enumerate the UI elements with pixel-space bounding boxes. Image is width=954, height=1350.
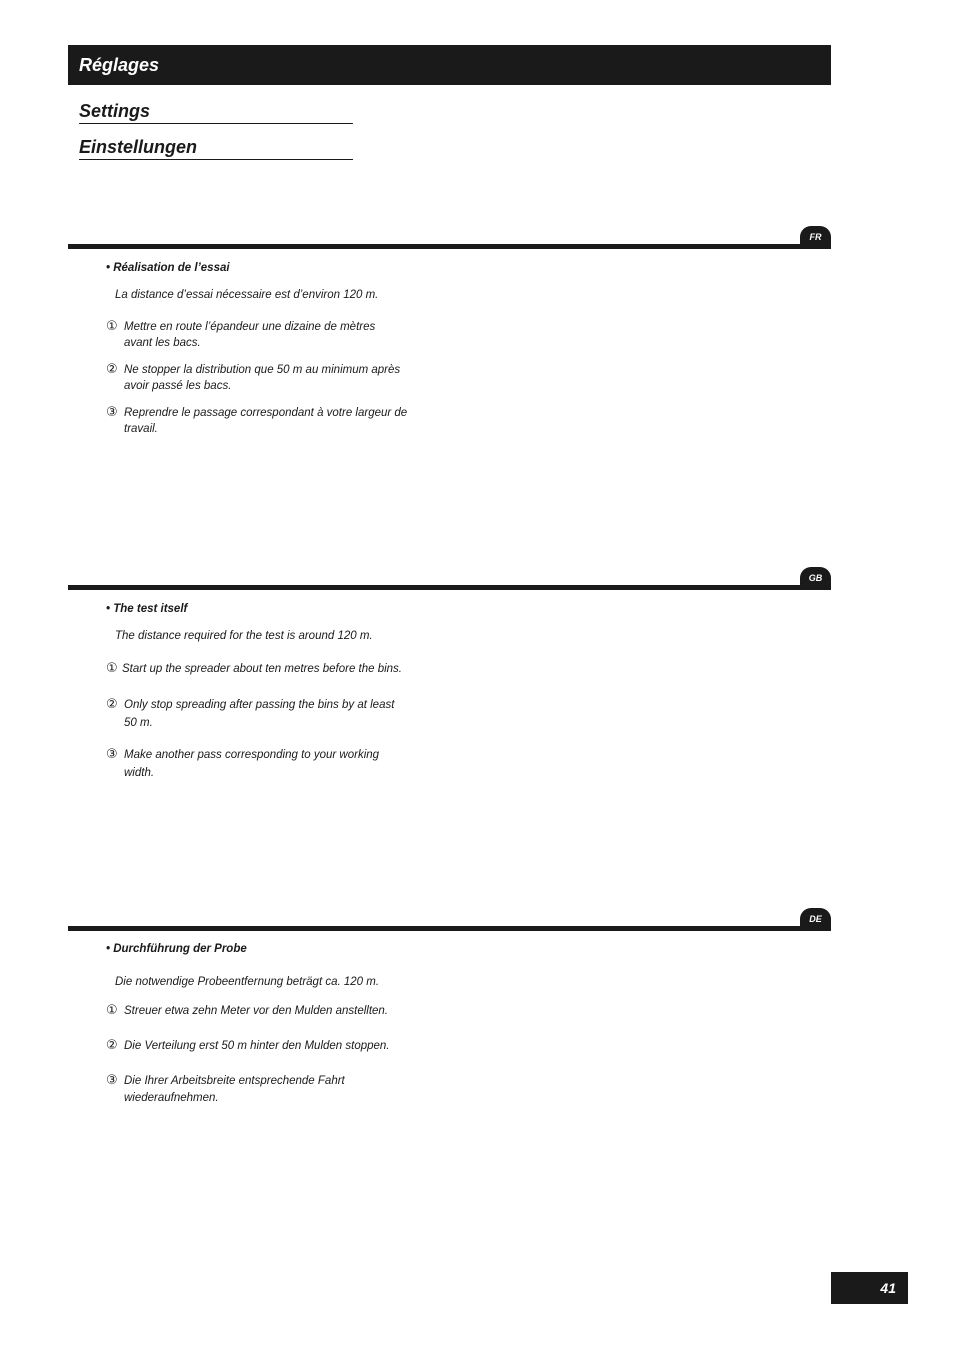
step-1-de [106,1002,388,1019]
section-heading-de: • Durchführung der Probe [106,943,247,955]
section-divider-fr [68,244,831,249]
section-heading-fr: • Réalisation de l’essai [106,262,230,274]
step-number: ① [106,1002,118,1017]
step-2-fr [106,361,400,394]
step-number: ③ [106,404,118,419]
section-intro-gb: The distance required for the test is around 120 m. [115,630,373,642]
step-number: ① [106,660,118,675]
step-number: ③ [106,746,118,761]
language-tab-gb: GB [800,567,831,589]
step-3-fr [106,404,407,437]
section-divider-gb [68,585,831,590]
step-text-continued: avoir passé les bacs. [124,380,232,392]
step-text: Make another pass corresponding to your working [124,749,380,761]
language-tab-fr: FR [800,226,831,248]
step-number: ③ [106,1072,118,1087]
step-text: Reprendre le passage correspondant à votre largeur de [124,407,408,419]
step-text-continued: 50 m. [124,717,153,729]
step-text-continued: wiederaufnehmen. [124,1092,219,1104]
step-2-de [106,1037,390,1054]
section-intro-de: Die notwendige Probeentfernung beträgt ca. 120 m. [115,976,380,988]
step-text: Only stop spreading after passing the bins by at least [124,699,395,711]
section-heading-gb: • The test itself [106,603,188,615]
step-2-gb [106,695,394,732]
step-text: Streuer etwa zehn Meter vor den Mulden anstellten. [124,1005,389,1017]
step-1-fr [106,318,375,351]
subtitle-german: Einstellungen [79,136,353,160]
step-text: Die Ihrer Arbeitsbreite entsprechende Fahrt [124,1075,345,1087]
step-text-continued: avant les bacs. [124,337,201,349]
step-3-gb [106,745,379,782]
step-number: ② [106,1037,118,1052]
step-number: ① [106,318,118,333]
page-title: Réglages [68,45,831,85]
step-text-continued: width. [124,767,155,779]
step-text-continued: travail. [124,423,158,435]
step-3-de [106,1071,345,1107]
step-number: ② [106,361,118,376]
subtitle-english: Settings [79,100,353,124]
step-text: Mettre en route l’épandeur une dizaine de mètres [124,321,376,333]
step-number: ② [106,696,118,711]
page-number: 41 [831,1272,908,1304]
step-text: Die Verteilung erst 50 m hinter den Mulden stoppen. [124,1040,390,1052]
language-tab-de: DE [800,908,831,930]
step-1-gb [106,660,402,677]
step-text: Ne stopper la distribution que 50 m au minimum après [124,364,401,376]
section-intro-fr: La distance d’essai nécessaire est d’environ 120 m. [115,289,379,301]
step-text: Start up the spreader about ten metres before the bins. [122,663,403,675]
section-divider-de [68,926,831,931]
